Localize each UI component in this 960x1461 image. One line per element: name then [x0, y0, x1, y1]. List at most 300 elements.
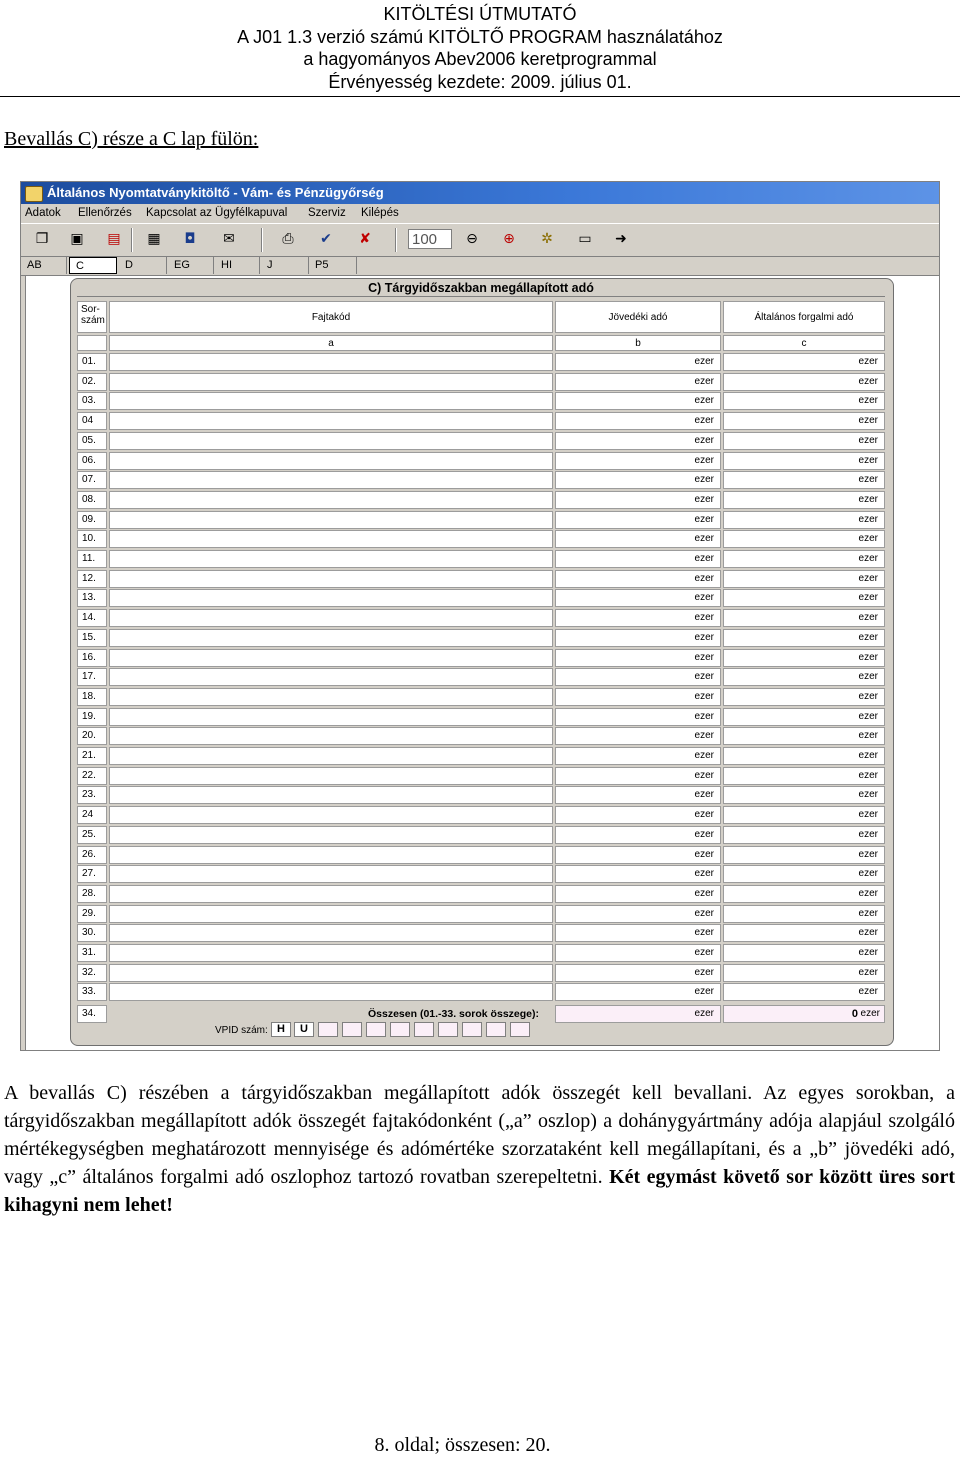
table-row: [77, 727, 885, 747]
toolbar-separator: [395, 228, 397, 252]
column-letter-a: a: [109, 335, 553, 351]
table-row: [77, 530, 885, 550]
zoom-out-button[interactable]: [463, 230, 481, 248]
table-row: [77, 432, 885, 452]
jovedeki-field[interactable]: [555, 452, 721, 470]
afa-field[interactable]: [723, 983, 885, 1001]
row-number: 11.: [77, 550, 107, 568]
afa-unit: ezer: [858, 513, 878, 525]
afa-field[interactable]: [723, 885, 885, 903]
fajtakod-field[interactable]: [109, 530, 553, 548]
table-row: [77, 924, 885, 944]
afa-field[interactable]: [723, 629, 885, 647]
toolbar-separator: [261, 228, 263, 252]
vpid-digit-input[interactable]: [390, 1022, 410, 1037]
jovedeki-unit: ezer: [694, 474, 714, 486]
menu-szerviz[interactable]: Szerviz: [308, 207, 346, 219]
afa-field[interactable]: [723, 570, 885, 588]
jovedeki-field[interactable]: [555, 609, 721, 627]
afa-unit: ezer: [858, 868, 878, 880]
row-number: 31.: [77, 944, 107, 962]
total-jovedeki-field[interactable]: [555, 1005, 721, 1023]
afa-field[interactable]: [723, 708, 885, 726]
row-number: 15.: [77, 629, 107, 647]
row-number: 01.: [77, 353, 107, 371]
form-frame: [70, 278, 894, 1046]
jovedeki-unit: ezer: [694, 572, 714, 584]
header-line-4: Érvényesség kezdete: 2009. július 01.: [328, 71, 632, 92]
jovedeki-unit: ezer: [694, 769, 714, 781]
table-row: [77, 983, 885, 1003]
table-row: [77, 412, 885, 432]
row-number: 12.: [77, 570, 107, 588]
afa-unit: ezer: [858, 986, 878, 998]
afa-unit: ezer: [858, 828, 878, 840]
column-header-sorszam-text: Sor- szám: [81, 304, 105, 326]
jovedeki-unit: ezer: [694, 809, 714, 821]
afa-unit: ezer: [858, 533, 878, 545]
screen-button[interactable]: [576, 230, 594, 248]
row-number: 27.: [77, 865, 107, 883]
afa-field[interactable]: [723, 392, 885, 410]
arrow-button[interactable]: [612, 230, 630, 248]
jovedeki-field[interactable]: [555, 550, 721, 568]
jovedeki-field[interactable]: [555, 826, 721, 844]
afa-field[interactable]: [723, 905, 885, 923]
jovedeki-field[interactable]: [555, 629, 721, 647]
afa-unit: ezer: [858, 947, 878, 958]
jovedeki-field[interactable]: [555, 806, 721, 824]
fajtakod-field[interactable]: [109, 392, 553, 410]
jovedeki-unit: ezer: [694, 750, 714, 761]
total-afa-unit: ezer: [860, 1008, 880, 1020]
copy-icon: ❐: [35, 231, 49, 247]
afa-unit: ezer: [858, 572, 878, 584]
screen-icon: ▭: [578, 231, 592, 247]
jovedeki-unit: ezer: [694, 493, 714, 505]
fajtakod-field[interactable]: [109, 570, 553, 588]
total-jovedeki-unit: ezer: [694, 1008, 714, 1020]
fajtakod-field[interactable]: [109, 747, 553, 765]
row-number: 21.: [77, 747, 107, 765]
jovedeki-unit: ezer: [694, 356, 714, 367]
afa-unit: ezer: [858, 454, 878, 466]
row-number: 20.: [77, 727, 107, 745]
vpid-digit-input[interactable]: [510, 1022, 530, 1037]
menu-ellenorzes[interactable]: Ellenőrzés: [78, 207, 132, 219]
afa-unit: ezer: [858, 356, 878, 367]
info-button[interactable]: [181, 230, 199, 248]
table-row: [77, 649, 885, 669]
jovedeki-field[interactable]: [555, 589, 721, 607]
table-row: [77, 747, 885, 767]
afa-field[interactable]: [723, 826, 885, 844]
mail-icon: ✉: [223, 231, 235, 247]
jovedeki-field[interactable]: [555, 983, 721, 1001]
table-row: [77, 471, 885, 491]
vpid-prefix-u: U: [294, 1022, 314, 1037]
fajtakod-field[interactable]: [109, 452, 553, 470]
copy-button[interactable]: [33, 230, 51, 248]
vpid-digit-input[interactable]: [366, 1022, 386, 1037]
column-header-jovedeki: Jövedéki adó: [555, 301, 721, 333]
afa-field[interactable]: [723, 511, 885, 529]
vpid-digit-input[interactable]: [462, 1022, 482, 1037]
afa-field[interactable]: [723, 550, 885, 568]
afa-field[interactable]: [723, 530, 885, 548]
afa-unit: ezer: [858, 966, 878, 978]
jovedeki-field[interactable]: [555, 767, 721, 785]
arrow-icon: ➜: [615, 231, 627, 247]
window-title: Általános Nyomtatványkitöltő - Vám- és Pénzügyőrség: [47, 185, 384, 200]
jovedeki-field[interactable]: [555, 747, 721, 765]
fajtakod-field[interactable]: [109, 708, 553, 726]
fajtakod-field[interactable]: [109, 688, 553, 706]
tab-d[interactable]: D: [119, 257, 167, 274]
jovedeki-unit: ezer: [694, 395, 714, 407]
jovedeki-field[interactable]: [555, 964, 721, 982]
row-number: 04: [77, 412, 107, 430]
row-number: 24: [77, 806, 107, 824]
table-row: [77, 353, 885, 373]
afa-field[interactable]: [723, 668, 885, 686]
jovedeki-field[interactable]: [555, 432, 721, 450]
toolbar-separator: [131, 228, 133, 252]
afa-field[interactable]: [723, 806, 885, 824]
afa-field[interactable]: [723, 649, 885, 667]
afa-unit: ezer: [858, 690, 878, 702]
fajtakod-field[interactable]: [109, 806, 553, 824]
jovedeki-unit: ezer: [694, 434, 714, 446]
jovedeki-field[interactable]: [555, 530, 721, 548]
table-row: [77, 668, 885, 688]
row-number: 07.: [77, 471, 107, 489]
afa-unit: ezer: [858, 750, 878, 761]
fajtakod-field[interactable]: [109, 964, 553, 982]
jovedeki-unit: ezer: [694, 848, 714, 860]
vpid-label: VPID szám:: [215, 1025, 268, 1036]
tab-bar: [21, 256, 939, 276]
jovedeki-field[interactable]: [555, 905, 721, 923]
jovedeki-field[interactable]: [555, 649, 721, 667]
jovedeki-unit: ezer: [694, 710, 714, 722]
jovedeki-unit: ezer: [694, 631, 714, 643]
afa-field[interactable]: [723, 944, 885, 962]
afa-field[interactable]: [723, 353, 885, 371]
row-number: 23.: [77, 786, 107, 804]
mail-button[interactable]: [220, 230, 238, 248]
fajtakod-field[interactable]: [109, 589, 553, 607]
table-row: [77, 609, 885, 629]
afa-field[interactable]: [723, 747, 885, 765]
afa-unit: ezer: [858, 887, 878, 899]
fajtakod-field[interactable]: [109, 471, 553, 489]
afa-field[interactable]: [723, 767, 885, 785]
jovedeki-unit: ezer: [694, 828, 714, 840]
app-window: [20, 181, 940, 1051]
vpid-digit-input[interactable]: [486, 1022, 506, 1037]
afa-field[interactable]: [723, 609, 885, 627]
jovedeki-field[interactable]: [555, 885, 721, 903]
row-number: 14.: [77, 609, 107, 627]
jovedeki-unit: ezer: [694, 986, 714, 998]
save-icon: ▣: [70, 231, 84, 247]
fajtakod-field[interactable]: [109, 826, 553, 844]
table-row: [77, 688, 885, 708]
jovedeki-field[interactable]: [555, 846, 721, 864]
total-row-number: 34.: [77, 1005, 107, 1023]
afa-field[interactable]: [723, 865, 885, 883]
fajtakod-field[interactable]: [109, 924, 553, 942]
afa-field[interactable]: [723, 471, 885, 489]
afa-unit: ezer: [858, 710, 878, 722]
fajtakod-field[interactable]: [109, 727, 553, 745]
save-close-icon: ▤: [107, 231, 121, 247]
afa-field[interactable]: [723, 786, 885, 804]
fajtakod-field[interactable]: [109, 983, 553, 1001]
afa-unit: ezer: [858, 651, 878, 663]
afa-unit: ezer: [858, 809, 878, 821]
fajtakod-field[interactable]: [109, 668, 553, 686]
print-icon: ⎙: [282, 231, 294, 247]
body-text: A bevallás C) részében a tárgyidőszakban megállapított adók összegét kell bevallani. Az egyes sorokban, a tárgyidőszakban megállapított adók összegét fajtakódonként („a” oszlop) a dohánygyártmány adója alapjául szolgáló mértékegységben meghatározott mennyisége és adómértéke szorzataként kell megállapítani, és a „b” jövedéki adó, vagy „c” általános forgalmi adó oszlophoz tartozó rovatban szerepeltetni.: [4, 1082, 955, 1188]
column-header-afa: Általános forgalmi adó: [723, 301, 885, 333]
cross-icon: ✘: [359, 231, 371, 247]
afa-field[interactable]: [723, 491, 885, 509]
calculator-icon: ▦: [147, 231, 161, 247]
jovedeki-unit: ezer: [694, 927, 714, 939]
row-number: 05.: [77, 432, 107, 450]
page-footer: 8. oldal; összesen: 20.: [374, 1434, 551, 1456]
jovedeki-field[interactable]: [555, 944, 721, 962]
table-row: [77, 629, 885, 649]
fajtakod-field[interactable]: [109, 905, 553, 923]
jovedeki-field[interactable]: [555, 471, 721, 489]
jovedeki-unit: ezer: [694, 868, 714, 880]
jovedeki-field[interactable]: [555, 865, 721, 883]
jovedeki-field[interactable]: [555, 353, 721, 371]
column-letter-c: c: [723, 335, 885, 351]
afa-unit: ezer: [858, 631, 878, 643]
fajtakod-field[interactable]: [109, 786, 553, 804]
column-letter-blank: [77, 335, 107, 351]
info-icon: ◘: [184, 231, 196, 247]
jovedeki-unit: ezer: [694, 907, 714, 919]
afa-unit: ezer: [858, 415, 878, 427]
zoom-in-button[interactable]: [500, 230, 518, 248]
menu-kilepes[interactable]: Kilépés: [361, 207, 399, 219]
tab-p5[interactable]: P5: [309, 257, 357, 274]
afa-field[interactable]: [723, 727, 885, 745]
tab-ab[interactable]: AB: [21, 257, 67, 274]
afa-field[interactable]: [723, 964, 885, 982]
afa-unit: ezer: [858, 907, 878, 919]
row-number: 29.: [77, 905, 107, 923]
jovedeki-unit: ezer: [694, 690, 714, 702]
body-paragraph: [4, 1079, 955, 1219]
vpid-digit-input[interactable]: [414, 1022, 434, 1037]
table-row: [77, 964, 885, 984]
fajtakod-field[interactable]: [109, 885, 553, 903]
fajtakod-field[interactable]: [109, 846, 553, 864]
fajtakod-field[interactable]: [109, 865, 553, 883]
fajtakod-field[interactable]: [109, 412, 553, 430]
jovedeki-unit: ezer: [694, 671, 714, 683]
jovedeki-field[interactable]: [555, 491, 721, 509]
afa-unit: ezer: [858, 769, 878, 781]
cross-button[interactable]: [356, 230, 374, 248]
afa-unit: ezer: [858, 612, 878, 624]
afa-unit: ezer: [858, 927, 878, 939]
row-number: 22.: [77, 767, 107, 785]
afa-field[interactable]: [723, 589, 885, 607]
toolbar: [21, 223, 939, 257]
header-line-1: KITÖLTÉSI ÚTMUTATÓ: [383, 4, 577, 24]
afa-unit: ezer: [858, 553, 878, 564]
calculator-button[interactable]: [145, 230, 163, 248]
jovedeki-unit: ezer: [694, 415, 714, 427]
jovedeki-field[interactable]: [555, 373, 721, 391]
afa-unit: ezer: [858, 434, 878, 446]
tab-eg[interactable]: EG: [168, 257, 214, 274]
afa-unit: ezer: [858, 493, 878, 505]
fajtakod-field[interactable]: [109, 511, 553, 529]
tools-button[interactable]: [538, 230, 556, 248]
row-number: 25.: [77, 826, 107, 844]
afa-field[interactable]: [723, 452, 885, 470]
row-number: 28.: [77, 885, 107, 903]
column-letter-b: b: [555, 335, 721, 351]
form-title: C) Tárgyidőszakban megállapított adó: [77, 280, 885, 297]
section-title: Bevallás C) része a C lap fülön:: [4, 128, 259, 150]
table-row: [77, 550, 885, 570]
tab-j[interactable]: J: [261, 257, 309, 274]
jovedeki-field[interactable]: [555, 392, 721, 410]
total-afa-field[interactable]: [723, 1005, 885, 1023]
jovedeki-unit: ezer: [694, 789, 714, 801]
table-row: [77, 589, 885, 609]
row-number: 13.: [77, 589, 107, 607]
zoom-in-icon: ⊕: [503, 231, 515, 247]
table-row: [77, 767, 885, 787]
table-row: [77, 905, 885, 925]
afa-field[interactable]: [723, 432, 885, 450]
jovedeki-unit: ezer: [694, 730, 714, 742]
save-close-button[interactable]: [105, 230, 123, 248]
menu-bar: [21, 204, 939, 223]
fajtakod-field[interactable]: [109, 944, 553, 962]
jovedeki-unit: ezer: [694, 592, 714, 604]
jovedeki-unit: ezer: [694, 533, 714, 545]
fajtakod-field[interactable]: [109, 432, 553, 450]
afa-field[interactable]: [723, 846, 885, 864]
check-button[interactable]: [317, 230, 335, 248]
fajtakod-field[interactable]: [109, 491, 553, 509]
afa-field[interactable]: [723, 373, 885, 391]
row-number: 19.: [77, 708, 107, 726]
table-row: [77, 944, 885, 964]
jovedeki-field[interactable]: [555, 511, 721, 529]
save-button[interactable]: [68, 230, 86, 248]
jovedeki-unit: ezer: [694, 887, 714, 899]
row-number: 10.: [77, 530, 107, 548]
afa-field[interactable]: [723, 412, 885, 430]
afa-field[interactable]: [723, 688, 885, 706]
fajtakod-field[interactable]: [109, 373, 553, 391]
afa-unit: ezer: [858, 848, 878, 860]
tab-hi[interactable]: HI: [215, 257, 260, 274]
check-icon: ✔: [320, 231, 332, 247]
jovedeki-field[interactable]: [555, 727, 721, 745]
row-number: 33.: [77, 983, 107, 1001]
table-row: [77, 865, 885, 885]
table-row: [77, 491, 885, 511]
header-divider: [0, 96, 960, 97]
vpid-digit-input[interactable]: [438, 1022, 458, 1037]
fajtakod-field[interactable]: [109, 550, 553, 568]
zoom-input[interactable]: 100: [408, 229, 452, 249]
table-row: [77, 373, 885, 393]
fajtakod-field[interactable]: [109, 767, 553, 785]
row-number: 17.: [77, 668, 107, 686]
afa-unit: ezer: [858, 730, 878, 742]
column-header-sorszam: [77, 301, 107, 333]
row-number: 08.: [77, 491, 107, 509]
fajtakod-field[interactable]: [109, 609, 553, 627]
menu-kapcsolat[interactable]: Kapcsolat az Ügyfélkapuval: [146, 207, 288, 219]
tools-icon: ✲: [541, 231, 553, 247]
zoom-out-icon: ⊖: [466, 231, 478, 247]
jovedeki-field[interactable]: [555, 688, 721, 706]
total-afa-value: 0: [851, 1008, 858, 1021]
afa-unit: ezer: [858, 592, 878, 604]
vpid-digit-input[interactable]: [342, 1022, 362, 1037]
jovedeki-field[interactable]: [555, 412, 721, 430]
table-row: [77, 846, 885, 866]
tab-c[interactable]: C: [69, 257, 117, 274]
table-row: [77, 570, 885, 590]
afa-field[interactable]: [723, 924, 885, 942]
table-row: [77, 885, 885, 905]
row-number: 02.: [77, 373, 107, 391]
row-number: 06.: [77, 452, 107, 470]
row-number: 26.: [77, 846, 107, 864]
vpid-digit-input[interactable]: [318, 1022, 338, 1037]
fajtakod-field[interactable]: [109, 649, 553, 667]
jovedeki-unit: ezer: [694, 966, 714, 978]
header-line-3: a hagyományos Abev2006 keretprogrammal: [303, 49, 657, 69]
form-area: [25, 276, 940, 1050]
column-header-fajtakod: Fajtakód: [109, 301, 553, 333]
fajtakod-field[interactable]: [109, 353, 553, 371]
print-button[interactable]: [279, 230, 297, 248]
jovedeki-field[interactable]: [555, 570, 721, 588]
row-number: 16.: [77, 649, 107, 667]
document-header: [0, 0, 960, 93]
table-row: [77, 511, 885, 531]
vpid-prefix-h: H: [271, 1022, 291, 1037]
afa-unit: ezer: [858, 375, 878, 387]
jovedeki-field[interactable]: [555, 786, 721, 804]
jovedeki-unit: ezer: [694, 651, 714, 663]
jovedeki-field[interactable]: [555, 708, 721, 726]
table-row: [77, 786, 885, 806]
jovedeki-field[interactable]: [555, 924, 721, 942]
fajtakod-field[interactable]: [109, 629, 553, 647]
menu-adatok[interactable]: Adatok: [25, 207, 61, 219]
row-number: 09.: [77, 511, 107, 529]
jovedeki-field[interactable]: [555, 668, 721, 686]
